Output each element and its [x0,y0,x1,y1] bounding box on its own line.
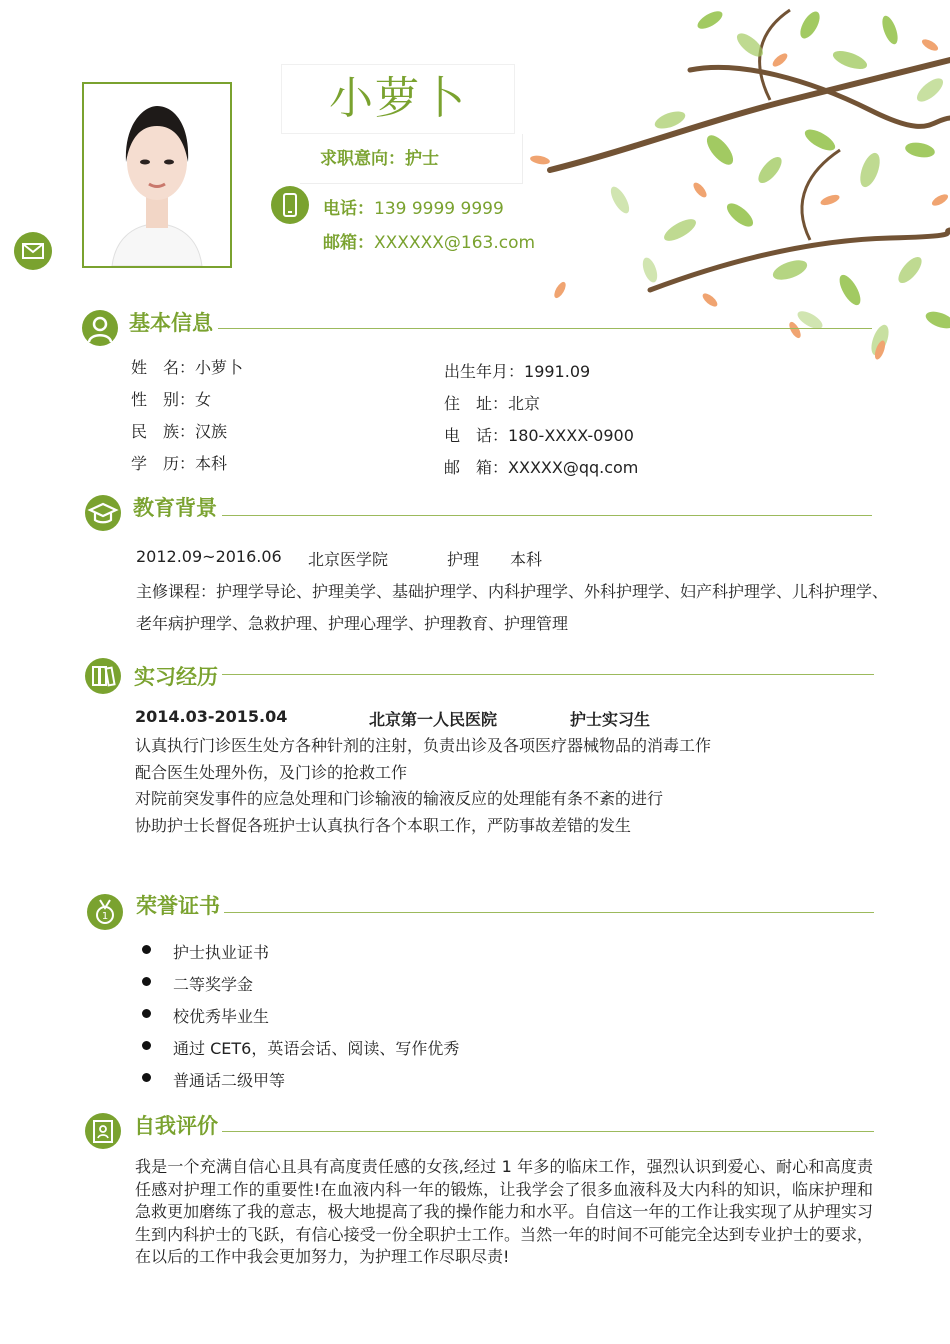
honor-item: 护士执业证书 [173,943,270,962]
intern-hospital: 北京第一人民医院 [369,710,498,729]
education-title: 教育背景 [133,496,217,520]
basic-info-title: 基本信息 [129,311,213,335]
edu-degree: 本科 [510,550,543,569]
graduation-cap-icon [85,495,121,531]
honor-item: 校优秀毕业生 [173,1007,270,1026]
section-divider [222,674,874,675]
basic-row: 民 族：汉族 [131,422,228,441]
intern-duty: 认真执行门诊医生处方各种针剂的注射，负责出诊及各项医疗器械物品的消毒工作 [135,736,712,755]
basic-row: 学 历：本科 [131,454,228,473]
portrait-photo [84,84,230,266]
section-divider [224,912,874,913]
basic-row: 邮 箱：XXXXX@qq.com [444,458,639,477]
medal-icon [87,894,123,930]
honor-item: 普通话二级甲等 [173,1071,286,1090]
basic-row: 住 址：北京 [444,394,541,413]
job-intent-value: 护士 [405,149,439,169]
phone-label: 电话： [323,199,374,219]
intern-duty: 配合医生处理外伤，及门诊的抢救工作 [135,763,408,782]
job-intent [320,144,439,169]
internship-title: 实习经历 [134,665,218,689]
evaluation-text: 我是一个充满自信心且具有高度责任感的女孩,经过 1 年多的临床工作，强烈认识到爱心、耐心和高度责任感对护理工作的重要性!在血液内科一年的锻炼，让我学会了很多血液科及大内科的知识，临床护理和急救更加磨练了我的意志，极大地提高了我的操作能力和水平。自信这一年的工作让我实现了从护理实习生到内科护士的飞跃，有信心接受一份全职护士工作。当然一年的时间不可能完全达到专业护士的要求，在以后的工作中我会更加努力，为护理工作尽职尽责! [135,1157,873,1266]
email-value: XXXXXX@163.com [374,233,536,253]
honor-item: 二等奖学金 [173,975,254,994]
evaluation-title: 自我评价 [134,1114,218,1138]
phone-contact [323,194,504,219]
edu-courses: 老年病护理学、急救护理、护理心理学、护理教育、护理管理 [136,614,569,633]
intern-position: 护士实习生 [570,710,651,729]
job-intent-label: 求职意向： [320,149,405,169]
person-icon [82,310,118,346]
profile-card-icon [85,1113,121,1149]
bullet [142,977,151,986]
email-contact [323,228,535,253]
honor-item: 通过 CET6，英语会话、阅读、写作优秀 [173,1039,460,1058]
bullet [142,1009,151,1018]
intern-duty: 对院前突发事件的应急处理和门诊输液的输液反应的处理能有条不紊的进行 [135,789,664,808]
basic-row: 性 别：女 [131,390,212,409]
bullet [142,1041,151,1050]
intern-duty: 协助护士长督促各班护士认真执行各个本职工作，严防事故差错的发生 [135,816,632,835]
section-divider [218,328,872,329]
mail-icon [14,232,52,270]
tree-decoration [510,0,950,370]
email-label: 邮箱： [323,233,374,253]
svg-text:1: 1 [101,911,109,922]
basic-row: 姓 名：小萝卜 [131,358,244,377]
edu-period: 2012.09~2016.06 [136,547,282,566]
bullet [142,945,151,954]
honors-title: 荣誉证书 [136,894,220,918]
basic-row: 电 话：180-XXXX-0900 [444,426,634,445]
intern-period: 2014.03-2015.04 [135,707,288,726]
section-divider [222,515,872,516]
phone-value: 139 9999 9999 [374,199,504,219]
bullet [142,1073,151,1082]
basic-row: 出生年月：1991.09 [444,362,591,381]
books-icon [85,658,121,694]
phone-icon [271,186,309,224]
edu-courses: 主修课程：护理学导论、护理美学、基础护理学、内科护理学、外科护理学、妇产科护理学、儿科护理学、 [136,582,889,601]
section-divider [222,1131,874,1132]
edu-school: 北京医学院 [308,550,389,569]
candidate-name: 小萝卜 [329,73,467,124]
photo-frame [82,82,232,268]
edu-major: 护理 [447,550,480,569]
